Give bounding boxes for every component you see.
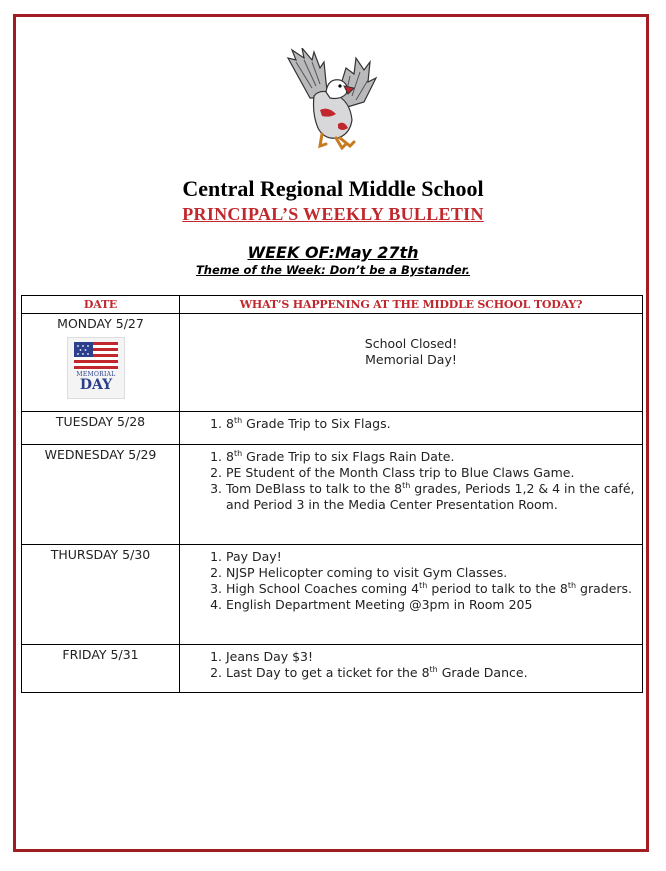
table-row-thursday (22, 545, 643, 645)
memorial-day-badge-text (68, 372, 124, 392)
table-row-friday (22, 645, 643, 693)
theme-of-week: Theme of the Week: Don’t be a Bystander. (195, 263, 471, 277)
activity-cell (180, 445, 643, 545)
table-row-monday (22, 314, 643, 412)
day-cell (22, 445, 180, 545)
day-label: TUESDAY 5/28 (55, 414, 146, 429)
day-cell (22, 645, 180, 693)
day-label: MONDAY 5/27 (57, 316, 144, 331)
closed-line: School Closed! (364, 336, 458, 351)
eagle-mascot-logo (280, 48, 386, 154)
closed-notice (186, 318, 636, 368)
list-item: 4. English Department Meeting @3pm in Room 205 (226, 597, 636, 613)
list-item: 1. Jeans Day $3! (226, 649, 636, 665)
list-item: 3. High School Coaches coming 4th period to talk to the 8th graders. (226, 581, 636, 597)
day-label: WEDNESDAY 5/29 (44, 447, 157, 462)
activity-cell (180, 645, 643, 693)
american-flag-icon (74, 342, 118, 370)
list-item: 2. NJSP Helicopter coming to visit Gym Classes. (226, 565, 636, 581)
list-item: 3. Tom DeBlass to talk to the 8th grades, Periods 1,2 & 4 in the café, and Period 3 in the Media Center Presentation Room. (226, 481, 636, 513)
happening-column-header: WHAT’S HAPPENING AT THE MIDDLE SCHOOL TODAY? (180, 296, 643, 314)
activity-cell (180, 412, 643, 445)
table-header-row (22, 296, 643, 314)
date-column-header: DATE (22, 296, 180, 314)
closed-reason: Memorial Day! (365, 352, 457, 367)
activity-cell (180, 314, 643, 412)
day-label: THURSDAY 5/30 (50, 547, 151, 562)
activity-cell (180, 545, 643, 645)
activity-list (206, 449, 636, 513)
day-cell (22, 314, 180, 412)
badge-text-bottom: DAY (79, 377, 113, 393)
table-row-tuesday (22, 412, 643, 445)
badge-text-top: MEMORIAL (76, 371, 116, 378)
list-item: 1. 8th Grade Trip to Six Flags. (226, 416, 636, 432)
bulletin-title: PRINCIPAL’S WEEKLY BULLETIN (182, 204, 484, 224)
weekly-schedule-table (21, 295, 643, 693)
activity-list (206, 416, 636, 432)
list-item: 1. 8th Grade Trip to six Flags Rain Date. (226, 449, 636, 465)
list-item: 1. Pay Day! (226, 549, 636, 565)
activity-list (206, 649, 636, 681)
day-cell (22, 545, 180, 645)
day-label: FRIDAY 5/31 (62, 647, 139, 662)
day-cell (22, 412, 180, 445)
list-item: 2. Last Day to get a ticket for the 8th Grade Dance. (226, 665, 636, 681)
school-name: Central Regional Middle School (182, 176, 484, 201)
table-row-wednesday (22, 445, 643, 545)
week-of-heading: WEEK OF:May 27th (247, 243, 419, 262)
memorial-day-badge (67, 337, 125, 399)
activity-list (206, 549, 636, 613)
list-item: 2. PE Student of the Month Class trip to Blue Claws Game. (226, 465, 636, 481)
